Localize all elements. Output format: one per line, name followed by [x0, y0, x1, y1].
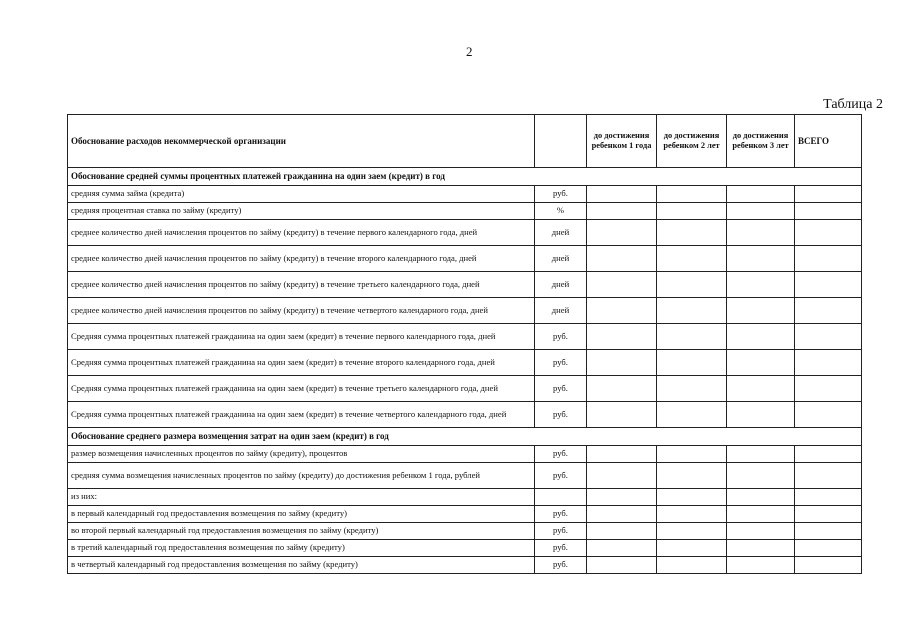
row-unit: дней — [535, 272, 587, 298]
value-cell — [587, 350, 657, 376]
table-row — [68, 557, 862, 574]
value-cell — [657, 463, 727, 489]
value-cell — [657, 402, 727, 428]
section-row — [68, 428, 862, 446]
table-row — [68, 324, 862, 350]
header-description: Обоснование расходов некоммерческой организации — [68, 115, 535, 168]
row-unit: дней — [535, 298, 587, 324]
row-label: среднее количество дней начисления процентов по займу (кредиту) в течение первого календарного года, дней — [68, 220, 535, 246]
value-cell — [795, 350, 862, 376]
table-caption: Таблица 2 — [823, 97, 883, 112]
value-cell — [795, 298, 862, 324]
row-unit: руб. — [535, 446, 587, 463]
value-cell — [727, 446, 795, 463]
value-cell — [795, 463, 862, 489]
value-cell — [657, 220, 727, 246]
value-cell — [795, 402, 862, 428]
value-cell — [727, 376, 795, 402]
table-header-row — [68, 115, 862, 168]
value-cell — [587, 246, 657, 272]
row-unit: руб. — [535, 540, 587, 557]
value-cell — [795, 506, 862, 523]
table-row — [68, 203, 862, 220]
value-cell — [657, 557, 727, 574]
table-row — [68, 186, 862, 203]
value-cell — [795, 186, 862, 203]
value-cell — [657, 350, 727, 376]
value-cell — [727, 298, 795, 324]
value-cell — [587, 402, 657, 428]
row-label: из них: — [68, 489, 535, 506]
section-row — [68, 168, 862, 186]
value-cell — [795, 376, 862, 402]
value-cell — [657, 540, 727, 557]
row-unit: дней — [535, 246, 587, 272]
table-row — [68, 506, 862, 523]
row-label: во второй первый календарный год предоставления возмещения по займу (кредиту) — [68, 523, 535, 540]
value-cell — [657, 489, 727, 506]
header-unit — [535, 115, 587, 168]
table-row — [68, 446, 862, 463]
header-period-1: до достижения ребенком 1 года — [587, 115, 657, 168]
value-cell — [727, 272, 795, 298]
value-cell — [587, 446, 657, 463]
row-unit: дней — [535, 220, 587, 246]
page-number: 2 — [466, 44, 473, 59]
value-cell — [795, 489, 862, 506]
row-label: Средняя сумма процентных платежей гражданина на один заем (кредит) в течение второго календарного года, дней — [68, 350, 535, 376]
value-cell — [657, 446, 727, 463]
value-cell — [795, 220, 862, 246]
value-cell — [587, 506, 657, 523]
value-cell — [587, 523, 657, 540]
table-row — [68, 298, 862, 324]
value-cell — [795, 446, 862, 463]
row-unit: руб. — [535, 376, 587, 402]
value-cell — [657, 203, 727, 220]
value-cell — [727, 489, 795, 506]
value-cell — [795, 557, 862, 574]
table-row — [68, 463, 862, 489]
row-label: среднее количество дней начисления процентов по займу (кредиту) в течение четвертого календарного года, дней — [68, 298, 535, 324]
value-cell — [795, 272, 862, 298]
value-cell — [587, 186, 657, 203]
header-period-2: до достижения ребенком 2 лет — [657, 115, 727, 168]
value-cell — [727, 203, 795, 220]
value-cell — [587, 540, 657, 557]
value-cell — [727, 402, 795, 428]
header-total: ВСЕГО — [795, 115, 862, 168]
value-cell — [587, 463, 657, 489]
row-label: размер возмещения начисленных процентов по займу (кредиту), процентов — [68, 446, 535, 463]
value-cell — [795, 523, 862, 540]
section-title: Обоснование среднего размера возмещения затрат на один заем (кредит) в год — [68, 428, 862, 446]
value-cell — [657, 324, 727, 350]
value-cell — [727, 324, 795, 350]
row-label: в четвертый календарный год предоставления возмещения по займу (кредиту) — [68, 557, 535, 574]
value-cell — [795, 203, 862, 220]
value-cell — [795, 246, 862, 272]
row-label: средняя сумма займа (кредита) — [68, 186, 535, 203]
table-row — [68, 540, 862, 557]
table-row — [68, 350, 862, 376]
value-cell — [657, 506, 727, 523]
row-label: Средняя сумма процентных платежей гражданина на один заем (кредит) в течение третьего календарного года, дней — [68, 376, 535, 402]
value-cell — [587, 220, 657, 246]
row-unit: руб. — [535, 324, 587, 350]
table-row — [68, 489, 862, 506]
value-cell — [727, 540, 795, 557]
row-label: Средняя сумма процентных платежей гражданина на один заем (кредит) в течение первого календарного года, дней — [68, 324, 535, 350]
row-unit: руб. — [535, 523, 587, 540]
row-label: среднее количество дней начисления процентов по займу (кредиту) в течение третьего календарного года, дней — [68, 272, 535, 298]
row-label: средняя процентная ставка по займу (кредиту) — [68, 203, 535, 220]
value-cell — [587, 324, 657, 350]
row-label: в третий календарный год предоставления возмещения по займу (кредиту) — [68, 540, 535, 557]
table-row — [68, 402, 862, 428]
value-cell — [727, 350, 795, 376]
row-unit — [535, 489, 587, 506]
value-cell — [657, 246, 727, 272]
expense-justification-table — [67, 114, 862, 574]
value-cell — [587, 557, 657, 574]
value-cell — [727, 246, 795, 272]
value-cell — [727, 186, 795, 203]
value-cell — [727, 220, 795, 246]
value-cell — [657, 523, 727, 540]
value-cell — [795, 324, 862, 350]
value-cell — [727, 463, 795, 489]
row-unit: руб. — [535, 186, 587, 203]
row-label: среднее количество дней начисления процентов по займу (кредиту) в течение второго календарного года, дней — [68, 246, 535, 272]
value-cell — [657, 298, 727, 324]
row-label: в первый календарный год предоставления возмещения по займу (кредиту) — [68, 506, 535, 523]
value-cell — [587, 489, 657, 506]
row-unit: руб. — [535, 557, 587, 574]
value-cell — [727, 506, 795, 523]
table-row — [68, 272, 862, 298]
value-cell — [727, 557, 795, 574]
row-unit: руб. — [535, 463, 587, 489]
value-cell — [587, 298, 657, 324]
row-unit: % — [535, 203, 587, 220]
value-cell — [795, 540, 862, 557]
value-cell — [587, 376, 657, 402]
table-row — [68, 376, 862, 402]
table-row — [68, 246, 862, 272]
table-row — [68, 523, 862, 540]
header-period-3: до достижения ребенком 3 лет — [727, 115, 795, 168]
value-cell — [587, 272, 657, 298]
row-unit: руб. — [535, 506, 587, 523]
value-cell — [657, 272, 727, 298]
row-unit: руб. — [535, 402, 587, 428]
row-label: Средняя сумма процентных платежей гражданина на один заем (кредит) в течение четвертого календарного года, дней — [68, 402, 535, 428]
value-cell — [587, 203, 657, 220]
table-row — [68, 220, 862, 246]
value-cell — [657, 186, 727, 203]
row-unit: руб. — [535, 350, 587, 376]
value-cell — [727, 523, 795, 540]
value-cell — [657, 376, 727, 402]
section-title: Обоснование средней суммы процентных платежей гражданина на один заем (кредит) в год — [68, 168, 862, 186]
row-label: средняя сумма возмещения начисленных процентов по займу (кредиту) до достижения ребенком 1 года, рублей — [68, 463, 535, 489]
